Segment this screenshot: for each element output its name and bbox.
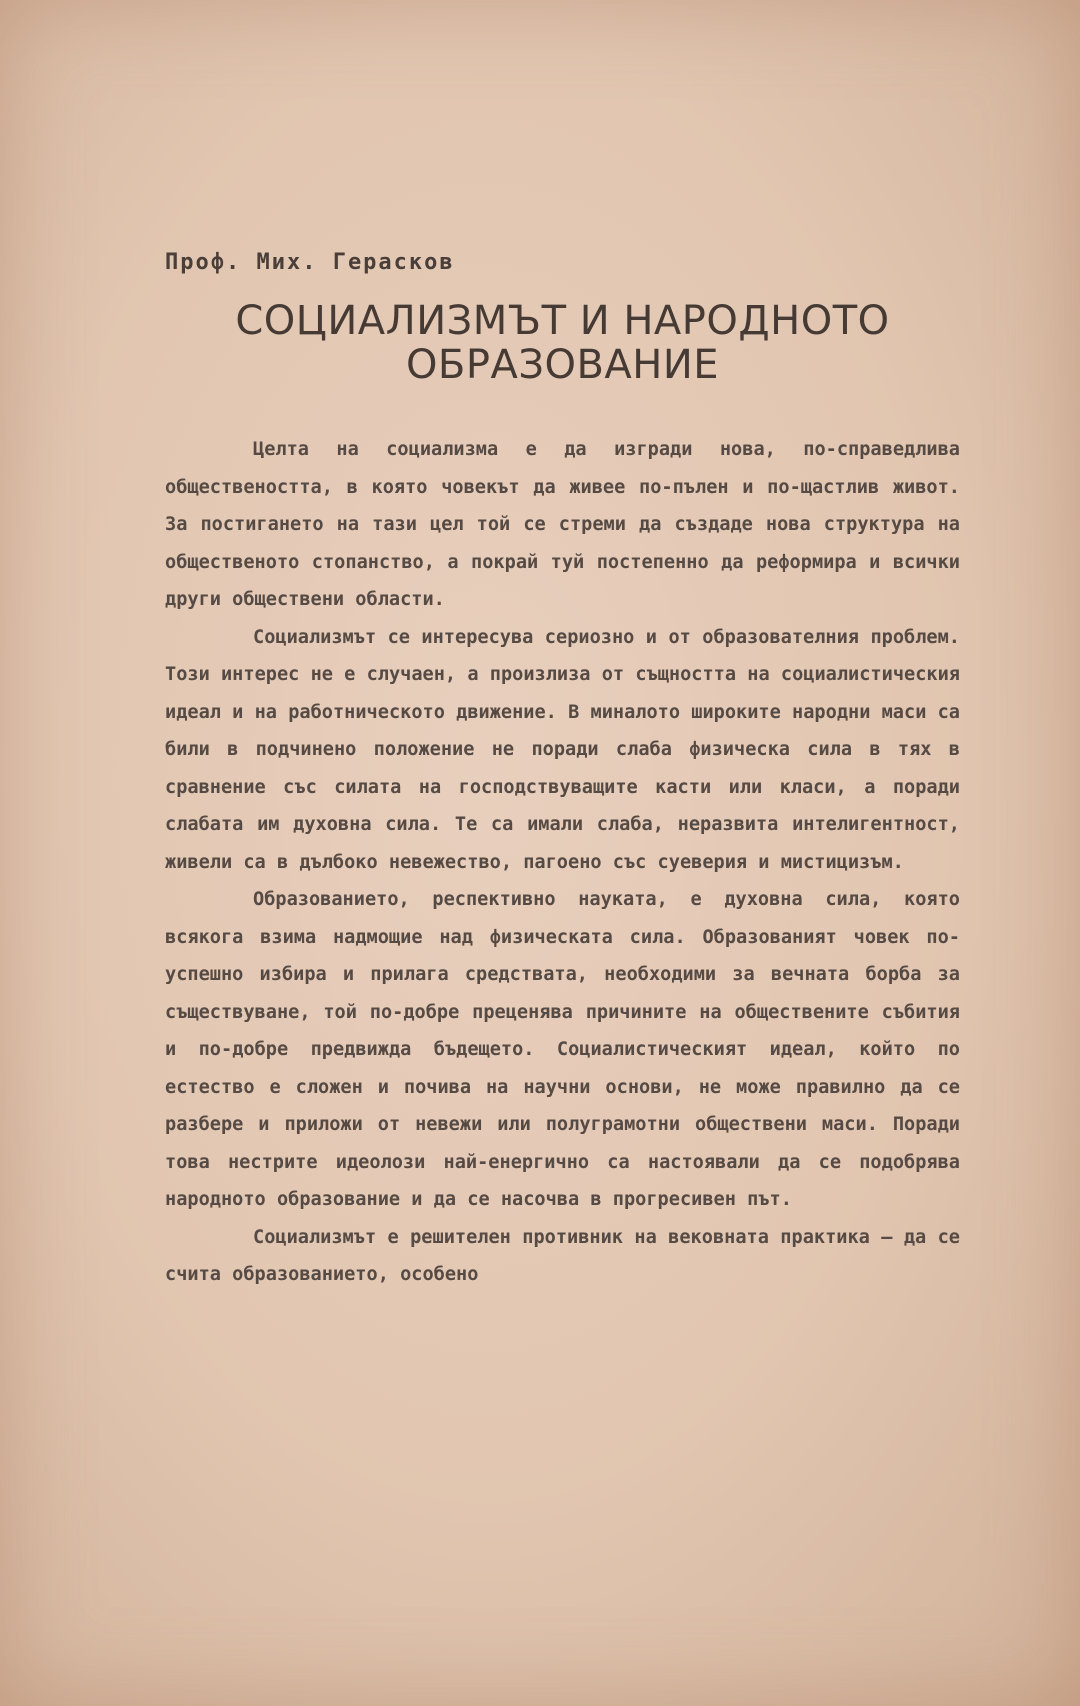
paragraph: Целта на социализма е да изгради нова, по-справедлива обществеността, в която човекът да живее по-пълен и по-щастлив живот. За постигането на тази цел той се стреми да създаде нова структура на общественото стопанство, а покрай туй постепенно да реформира и всички други обществени области.	[165, 439, 960, 610]
author-line: Проф. Мих. Герасков	[165, 250, 455, 275]
paragraph: Социализмът се интересува сериозно и от образователния проблем. Този интерес не е случаен, а произлиза от същността на социалистическия идеал и на работническото движение. В миналото широките народни маси са били в подчинено положение не поради слаба физическа сила в тях в сравнение със силата на господствуващите касти или класи, а поради слабата им духовна сила. Те са имали слаба, неразвита интелигентност, живели са в дълбоко невежество, пагоено със суеверия и мистицизъм.	[165, 626, 960, 873]
article-body	[165, 250, 960, 1294]
paragraph: Социализмът е решителен противник на вековната практика — да се счита образованието, особено	[165, 1226, 960, 1285]
paragraph: Образованието, респективно науката, е духовна сила, която всякога взима надмощие над физическата сила. Образованият човек по-успешно избира и прилага средствата, необходими за вечната борба за съществуване, той по-добре преценява причините на обществените събития и по-добре предвижда бъдещето. Социалистическият идеал, който по естество е сложен и почива на научни основи, не може правилно да се разбере и приложи от невежи или полуграмотни обществени маси. Поради това нестрите идеолози най-енергично са настоявали да се подобрява народното образование и да се насочва в прогресивен път.	[165, 889, 960, 1210]
article-title: СОЦИАЛИЗМЪТ И НАРОДНОТО ОБРАЗОВАНИЕ	[235, 298, 890, 388]
